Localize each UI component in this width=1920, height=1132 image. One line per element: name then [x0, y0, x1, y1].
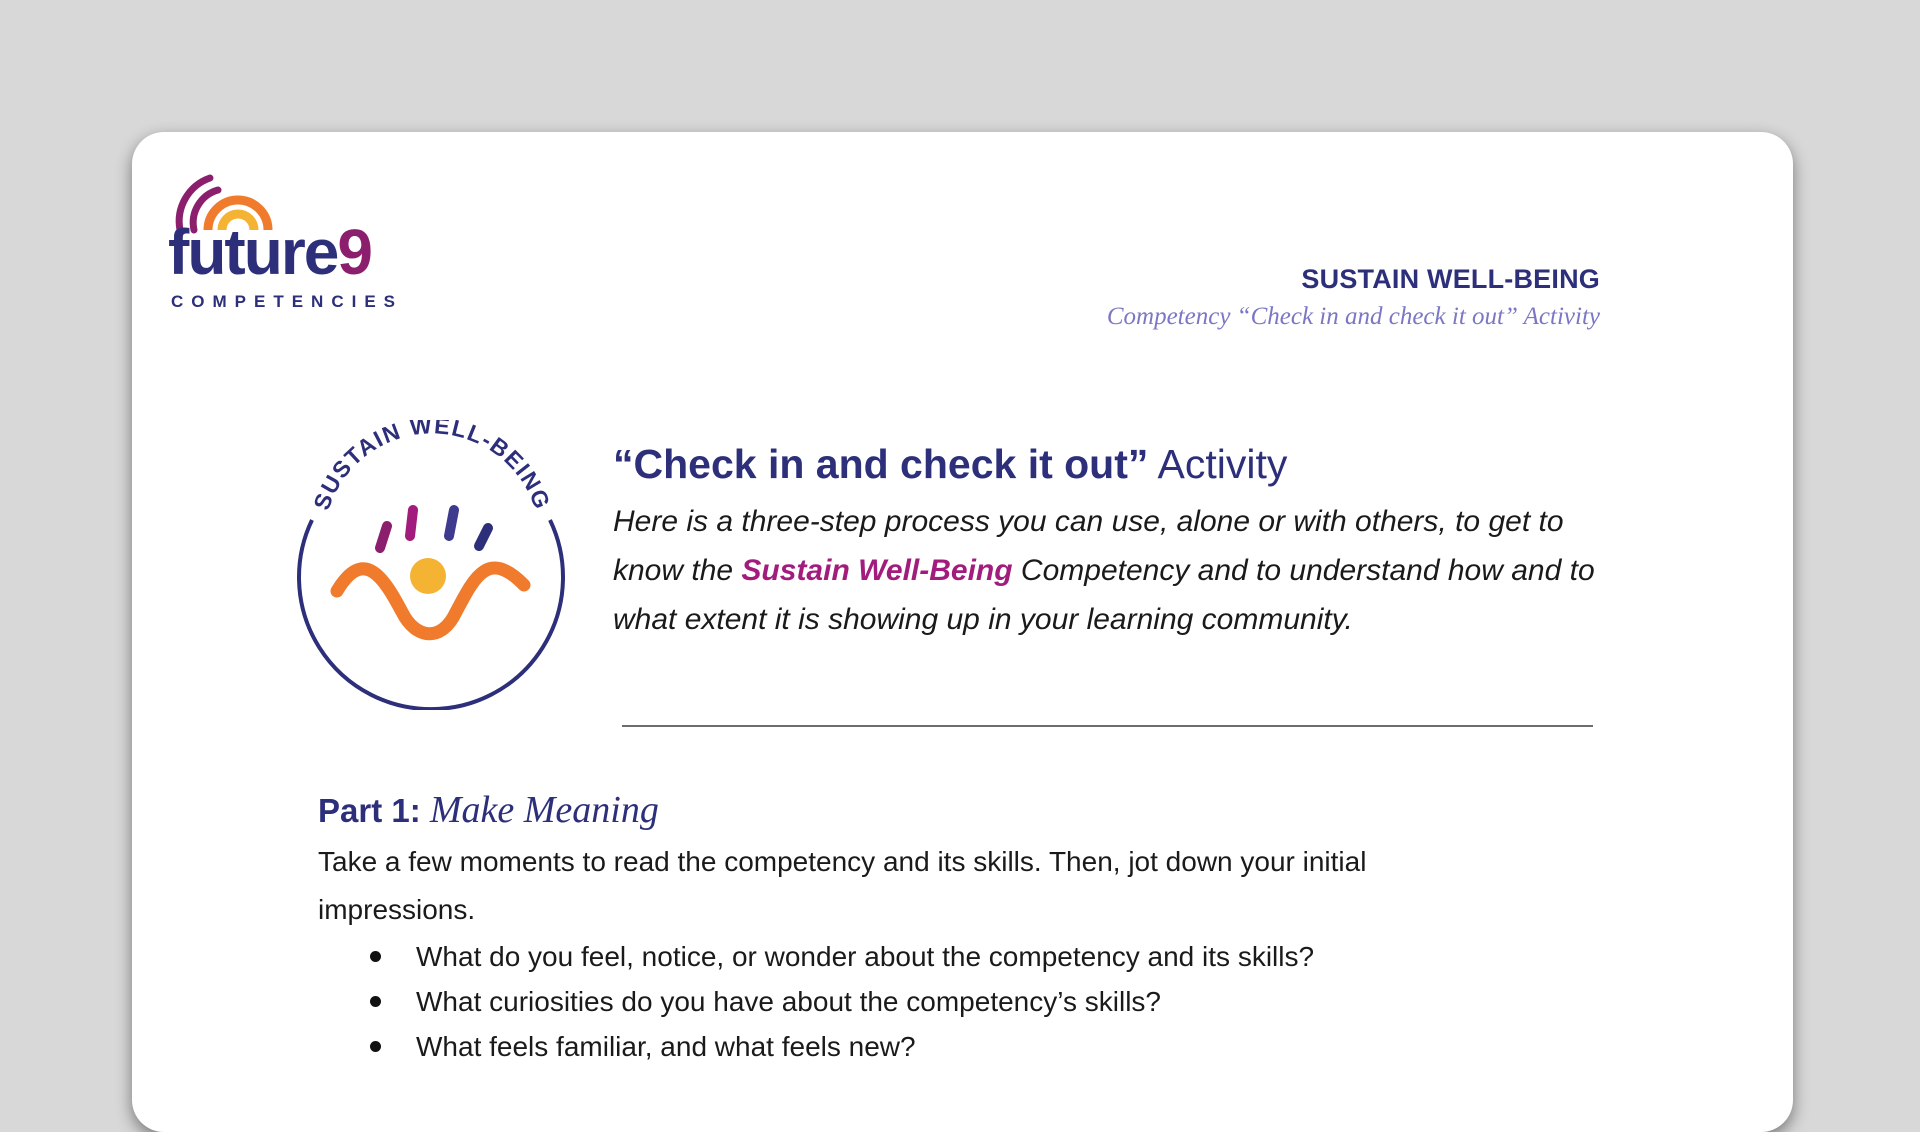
- competency-badge: [292, 420, 572, 710]
- part1-section: [318, 788, 1618, 1069]
- bullet-icon: [370, 1041, 381, 1052]
- badge-label: SUSTAIN WELL-BEING: [308, 420, 556, 514]
- intro-section: [613, 440, 1613, 644]
- activity-title: “Check in and check it out” Activity: [613, 441, 1288, 487]
- svg-text:SUSTAIN WELL-BEING: [308, 420, 556, 513]
- header-title: SUSTAIN WELL-BEING: [1301, 264, 1600, 294]
- list-item: What do you feel, notice, or wonder about the competency and its skills?: [318, 934, 1618, 979]
- section-divider: [622, 725, 1593, 727]
- list-item: What feels familiar, and what feels new?: [318, 1024, 1618, 1069]
- header-subtitle: Competency “Check in and check it out” Activity: [1106, 303, 1600, 330]
- list-item: What curiosities do you have about the competency’s skills?: [318, 979, 1618, 1024]
- competency-name-highlight: Sustain Well-Being: [741, 554, 1013, 588]
- bullet-icon: [370, 996, 381, 1007]
- bullet-icon: [370, 951, 381, 962]
- logo-subtitle: COMPETENCIES: [171, 292, 404, 311]
- part1-heading: Part 1: Make Meaning: [318, 789, 659, 831]
- sun-wave-icon: [292, 420, 572, 710]
- document-header: [1107, 264, 1600, 331]
- part1-instructions: Take a few moments to read the competency and its skills. Then, jot down your initial impressions.: [318, 845, 1367, 925]
- part1-questions: [318, 934, 1618, 1069]
- intro-paragraph: Here is a three-step process you can use, alone or with others, to get to know the Sustain Well-Being Competency and to understand how and to what extent it is showing up in your learning community.: [613, 505, 1595, 637]
- logo-wordmark: future9: [168, 216, 371, 288]
- future9-logo: [168, 168, 428, 318]
